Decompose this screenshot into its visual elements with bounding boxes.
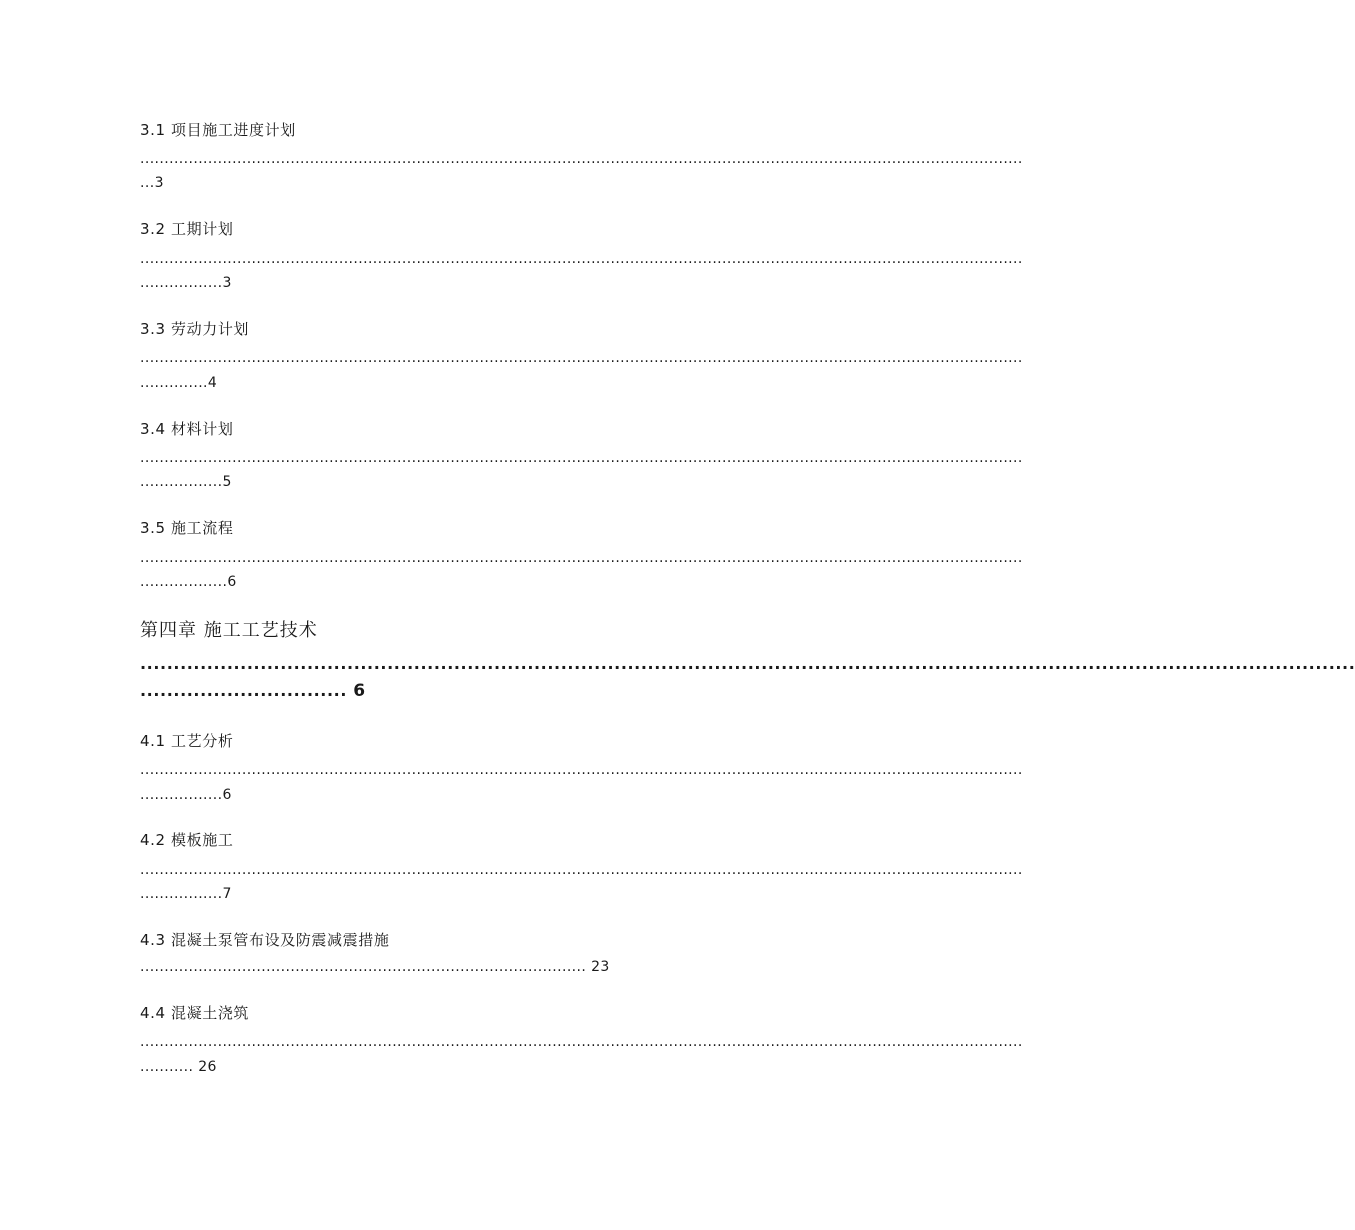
toc-leader-dots: ...................................................................................................................................................................................... [140, 151, 1023, 167]
toc-entry-page [140, 958, 810, 976]
toc-chapter-title: 第四章 施工工艺技术 [140, 620, 318, 641]
toc-leader-dots: ............................................................................................ [140, 959, 587, 975]
toc-entry-title: 3.5 施工流程 [140, 519, 234, 537]
toc-leader-dots: ... [140, 175, 155, 191]
toc-entry-title: 4.1 工艺分析 [140, 732, 234, 750]
toc-entry-title: 3.3 劳动力计划 [140, 320, 250, 338]
toc-entry-page [140, 374, 810, 392]
toc-leader-dots: ...................................................................................................................................................................................... [140, 251, 1023, 267]
toc-entry-title: 3.4 材料计划 [140, 420, 234, 438]
toc-leader-dots: ................. [140, 474, 223, 490]
toc-page-number: 3 [222, 275, 232, 291]
toc-leader-dots: ............................... [140, 681, 348, 700]
toc-entry-page [140, 473, 810, 491]
toc-entry-page [140, 682, 810, 700]
toc-leader-dots: ................. [140, 787, 223, 803]
toc-leader-dots: ...................................................................................................................................................................................... [140, 862, 1023, 878]
toc-leader-dots: ...................................................................................................................................................................................... [140, 654, 1355, 673]
toc-page-number: 7 [222, 886, 232, 902]
toc-entry-title: 4.3 混凝土泵管布设及防震减震措施 [140, 931, 390, 949]
toc-leader-dots: .................. [140, 574, 228, 590]
toc-leader-dots: ................. [140, 886, 223, 902]
toc-entry-page [140, 885, 810, 903]
toc-page-number: 26 [198, 1059, 217, 1075]
toc-page-number: 6 [222, 787, 232, 803]
toc-page-number: 5 [222, 474, 232, 490]
toc-page-number: 6 [353, 681, 366, 701]
toc-entry-page [140, 174, 810, 192]
toc-leader-dots: ...................................................................................................................................................................................... [140, 762, 1023, 778]
toc-page-number: 3 [154, 175, 164, 191]
toc-entry-title: 4.4 混凝土浇筑 [140, 1004, 250, 1022]
toc-leader-dots: ...................................................................................................................................................................................... [140, 1034, 1023, 1050]
toc-entry-page [140, 274, 810, 292]
toc-leader-dots: ...................................................................................................................................................................................... [140, 450, 1023, 466]
toc-page-number: 6 [227, 574, 237, 590]
toc-page-number: 4 [207, 375, 218, 391]
toc-entry-title: 3.1 项目施工进度计划 [140, 121, 296, 139]
toc-leader-dots: ........... [140, 1059, 194, 1075]
toc-leader-dots: .............. [140, 375, 208, 391]
toc-page-number: 23 [591, 959, 610, 975]
toc-entry-page [140, 786, 810, 804]
toc-leader-dots: ...................................................................................................................................................................................... [140, 550, 1023, 566]
toc-entry-title: 3.2 工期计划 [140, 220, 234, 238]
toc-leader-dots: ...................................................................................................................................................................................... [140, 350, 1023, 366]
toc-entry-page [140, 573, 810, 591]
toc-entry-page [140, 1058, 810, 1076]
toc-leader-dots: ................. [140, 275, 223, 291]
toc-entry-title: 4.2 模板施工 [140, 831, 234, 849]
